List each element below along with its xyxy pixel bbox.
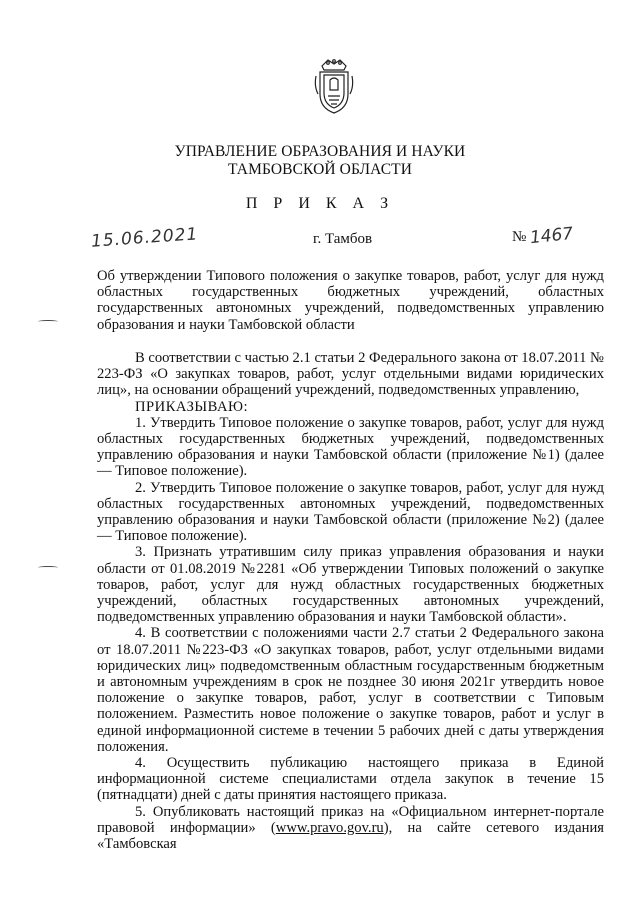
number-sign: № — [512, 229, 527, 245]
order-body — [97, 350, 604, 852]
pravo-link[interactable]: www.pravo.gov.ru — [275, 819, 384, 836]
margin-mark — [38, 566, 58, 569]
order-word: ПРИКАЗЫВАЮ: — [135, 398, 249, 415]
order-item-4: 4. В соответствии с положениями части 2.7 статьи 2 Федерального закона от 18.07.2011 №223-ФЗ «О закупках товаров, работ, услуг отдельными видами юридических лиц» подведомственным областным государственным бюджетным и автономным учреждениям в срок не позднее 30 июня 2021г утвердить новое положение о закупке товаров, работ, услуг в соответствии с Типовым положением. Разместить новое положение о закупке товаров, работ и услуг в единой информационной системе в течении 5 рабочих дней с даты утверждения положения. — [97, 625, 604, 755]
order-item-5: 4. Осуществить публикацию настоящего приказа в Единой информационной системе специалистами отдела закупок в течение 15 (пятнадцати) дней с даты принятия настоящего приказа. — [97, 755, 604, 804]
organization-name-line2: ТАМБОВСКОЙ ОБЛАСТИ — [228, 161, 412, 178]
order-number — [512, 223, 575, 249]
margin-mark — [38, 320, 58, 323]
order-subject: Об утверждении Типового положения о закупке товаров, работ, услуг для нужд областных государственных бюджетных учреждений, областных государственных автономных учреждений, подведомственных управлению образования и науки Тамбовской области — [97, 268, 604, 333]
order-item-3: 3. Признать утратившим силу приказ управления образования и науки области от 01.08.2019 №2281 «Об утверждении Типовых положений о закупке товаров, работ, услуг для нужд областных государственных бюджетных учреждений, областных государственных автономных учреждений, подведомственных управлению образования и науки Тамбовской области». — [97, 544, 604, 626]
handwritten-date: 15.06.2021 — [90, 224, 199, 252]
city: г. Тамбов — [313, 231, 373, 247]
preamble: В соответствии с частью 2.1 статьи 2 Федерального закона от 18.07.2011 № 223-ФЗ «О закупках товаров, работ, услуг отдельными видами юридических лиц», на основании обращений учреждений, подведомственных управлению, — [97, 350, 604, 399]
order-item-6-tail: ), на сайте сетевого издания «Тамбовская — [97, 819, 604, 853]
document-type: П Р И К А З — [245, 195, 395, 212]
order-item-1: 1. Утвердить Типовое положение о закупке товаров, работ, услуг для нужд областных государственных бюджетных учреждений, подведомственных управлению образования и науки Тамбовской области (приложение №1) (далее — Типовое положение). — [97, 414, 604, 480]
order-item-2: 2. Утвердить Типовое положение о закупке товаров, работ, услуг для нужд областных государственных автономных учреждений, подведомственных управлению образования и науки Тамбовской области (приложение №2) (далее — Типовое положение). — [97, 479, 604, 545]
order-item-6-text: 5. Опубликовать настоящий приказ на «Официальном интернет-портале правовой информации» ( — [97, 803, 604, 836]
handwritten-number: 1467 — [529, 223, 575, 249]
organization-name-line1: УПРАВЛЕНИЕ ОБРАЗОВАНИЯ И НАУКИ — [174, 143, 466, 160]
coat-of-arms-icon — [314, 56, 354, 116]
order-item-6 — [97, 804, 604, 853]
